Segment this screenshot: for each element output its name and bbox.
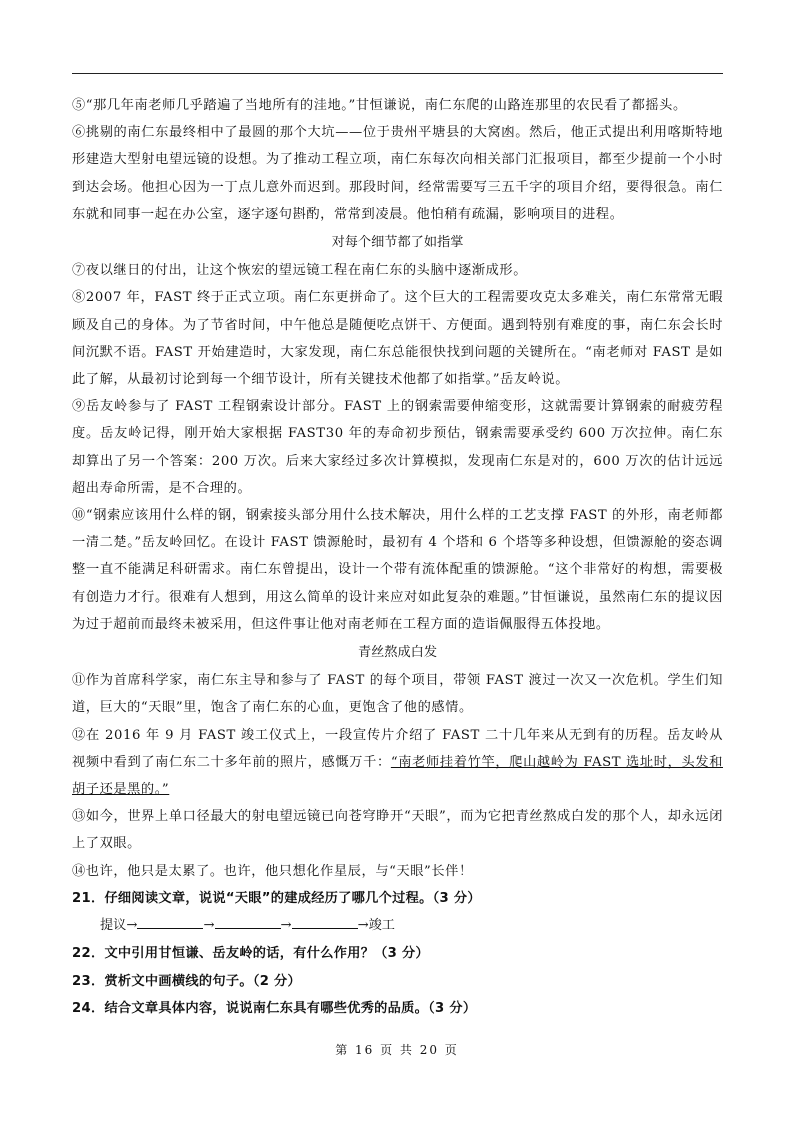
flow-start: 提议→ bbox=[100, 918, 138, 934]
page-footer: 第 16 页 共 20 页 bbox=[335, 1043, 459, 1057]
answer-blank-1[interactable] bbox=[137, 914, 203, 929]
paragraph-6: ⑥挑剔的南仁东最终相中了最圆的那个大坑——位于贵州平塘县的大窝凼。然后，他正式提出利用喀斯特地形建造大型射电望远镜的设想。为了推动工程立项，南仁东每次向相关部门汇报项目，都至少提前一个小时到达会场。他担心因为一丁点儿意外而迟到。那段时间，经常需要写三五千字的项目介绍，要得很急。南仁东就和同事一起在办公室，逐字逐句斟酌，常常到凌晨。他怕稍有疏漏，影响项目的进程。 bbox=[72, 125, 723, 222]
section-heading-2: 青丝熬成白发 bbox=[357, 645, 438, 661]
paragraph-11: ⑪作为首席科学家，南仁东主导和参与了 FAST 的每个项目，带领 FAST 渡过一次又一次危机。学生们知道，巨大的“天眼”里，饱含了南仁东的心血，更饱含了他的感情。 bbox=[72, 673, 723, 716]
question-24: 24．结合文章具体内容，说说南仁东具有哪些优秀的品质。（3 分） bbox=[72, 1001, 477, 1017]
underlined-sentence: “南老师挂着竹竿，爬山越岭为 FAST 选址时，头发和胡子还是黑的。” bbox=[72, 754, 723, 798]
answer-blank-3[interactable] bbox=[292, 914, 358, 929]
paragraph-9: ⑨岳友岭参与了 FAST 工程钢索设计部分。FAST 上的钢索需要伸缩变形，这就需要计算钢索的耐疲劳程度。岳友岭记得，刚开始大家根据 FAST30 年的寿命初步预估，钢索需要承受约 600 万次拉伸。南仁东却算出了另一个答案：200 万次。后来大家经过多次计算模拟，发现南仁东是对的，600 万次的估计远远超出寿命所需，是不合理的。 bbox=[72, 399, 723, 496]
paragraph-14: ⑭也许，他只是太累了。也许，他只想化作星辰，与“天眼”长伴！ bbox=[72, 863, 473, 879]
flow-arrow-1: → bbox=[203, 918, 215, 934]
paragraph-7: ⑦夜以继日的付出，让这个恢宏的望远镜工程在南仁东的头脑中逐渐成形。 bbox=[72, 263, 527, 279]
paragraph-8: ⑧2007 年，FAST 终于正式立项。南仁东更拼命了。这个巨大的工程需要攻克太多难关，南仁东常常无暇顾及自己的身体。为了节省时间，中午他总是随便吃点饼干、方便面。遇到特别有难度的事，南仁东会长时间沉默不语。FAST 开始建造时，大家发现，南仁东总能很快找到问题的关键所在。“南老师对 FAST 是如此了解，从最初讨论到每一个细节设计，所有关键技术他都了如指掌。”岳友岭说。 bbox=[72, 290, 723, 388]
section-heading-1: 对每个细节都了如指掌 bbox=[331, 235, 464, 251]
flow-end: →竣工 bbox=[357, 918, 395, 934]
paragraph-13: ⑬如今，世界上单口径最大的射电望远镜已向苍穹睁开“天眼”，而为它把青丝熬成白发的那个人，却永远闭上了双眼。 bbox=[72, 809, 723, 852]
question-23: 23．赏析文中画横线的句子。（2 分） bbox=[72, 973, 302, 989]
paragraph-12 bbox=[72, 722, 723, 804]
article-body bbox=[72, 92, 723, 1023]
flow-arrow-2: → bbox=[280, 918, 292, 934]
question-22: 22．文中引用甘恒谦、岳友岭的话，有什么作用？（3 分） bbox=[72, 946, 430, 962]
header-rule bbox=[72, 73, 723, 74]
question-21: 21．仔细阅读文章，说说“天眼”的建成经历了哪几个过程。（3 分） bbox=[72, 890, 481, 906]
question-21-answer-line bbox=[72, 912, 723, 940]
paragraph-12-text: ⑫在 2016 年 9 月 FAST 竣工仪式上，一段宣传片介绍了 FAST 二十几年来从无到有的历程。岳友岭从视频中看到了南仁东二十多年前的照片，感慨万千： bbox=[72, 727, 723, 770]
answer-blank-2[interactable] bbox=[215, 914, 281, 929]
paragraph-5: ⑤“那几年南老师几乎踏遍了当地所有的洼地。”甘恒谦说，南仁东爬的山路连那里的农民看了都摇头。 bbox=[72, 98, 687, 113]
paragraph-10: ⑩“钢索应该用什么样的钢，钢索接头部分用什么技术解决，用什么样的工艺支撑 FAST 的外形，南老师都一清二楚。”岳友岭回忆。在设计 FAST 馈源舱时，最初有 4 个塔和 6 个塔等多种设想，但馈源舱的姿态调整一直不能满足科研需求。南仁东曾提出，设计一个带有流体配重的馈源舱。“这个非常好的构想，需要极有创造力才行。很难有人想到，用这么简单的设计来应对如此复杂的难题。”甘恒谦说，虽然南仁东的提议因为过于超前而最终未被采用，但这件事让他对南老师在工程方面的造诣佩服得五体投地。 bbox=[72, 508, 723, 632]
